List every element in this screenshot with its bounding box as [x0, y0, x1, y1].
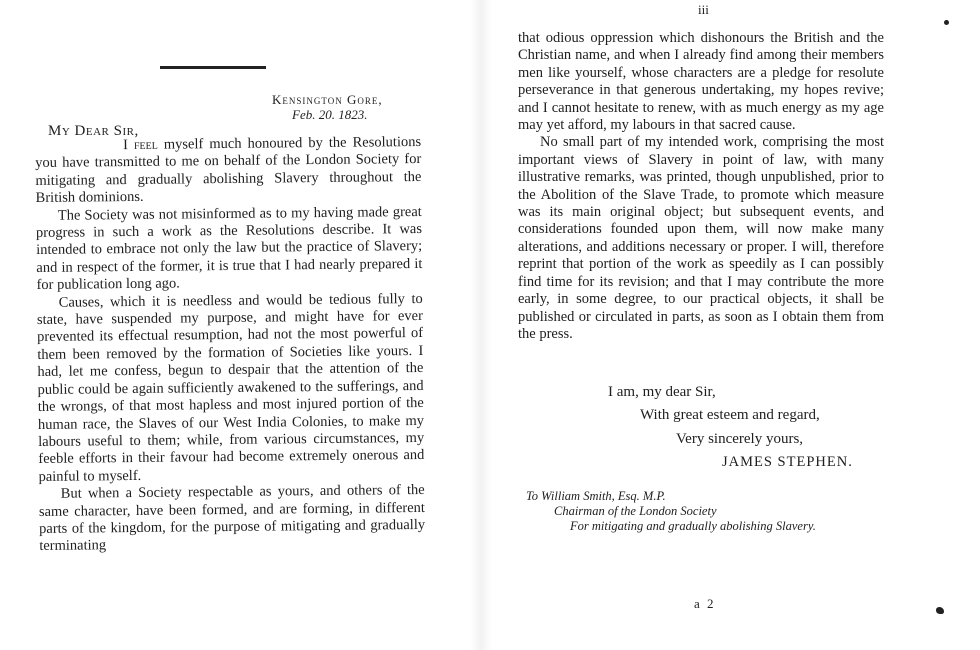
signature-mark: a 2 [694, 596, 716, 611]
left-body-text [35, 134, 425, 556]
page-number: iii [698, 2, 709, 17]
address-line: For mitigating and gradually abolishing Slavery. [570, 519, 816, 533]
header-rule [160, 66, 266, 69]
right-page [480, 0, 980, 650]
address-line: To William Smith, Esq. M.P. [526, 489, 666, 503]
salutation: My Dear Sir, [48, 123, 139, 139]
ink-speck [936, 607, 944, 614]
opening-words: I feel [122, 136, 158, 154]
right-body-text [518, 30, 884, 343]
left-page [0, 0, 480, 650]
paragraph: Causes, which it is needless and would be tedious fully to state, have suspended my purpose, and might have for ever prevented its effectual resumption, had not the most powerful of them been removed by the formation of Societies like yours. I had, let me confess, begun to despair that the attention of the public could be again sufficiently awakened to the sufferings, and the wrongs, of that most hapless and most injured portion of the human race, the Slaves of our West India Colonies, to make my labours useful to them; while, from various circumstances, my feeble efforts in their favour had become extremely onerous and painful to myself. [36, 290, 425, 485]
letter-date: Feb. 20. 1823. [292, 107, 368, 122]
closing-line: Very sincerely yours, [676, 431, 804, 447]
paragraph: The Society was not misinformed as to my having made great progress in such a work as the Resolutions describe. It was intended to embrace not only the law but the practice of Slavery; and in respect of the former, it is true that I had nearly prepared it for publication long ago. [35, 203, 423, 294]
letter-place: Kensington Gore, [272, 92, 383, 107]
paragraph [35, 134, 422, 208]
paragraph-text: myself much honoured by the Resolutions you have transmitted to me on behalf of the London Society for mitigating and gradually abolishing Slavery throughout the British dominions. [35, 133, 422, 207]
ink-speck [944, 20, 949, 25]
paragraph: No small part of my intended work, comprising the most important views of Slavery in point of law, with many illustrative remarks, was printed, though unpublished, prior to the Abolition of the Slave Trade, to promote which measure was its main original object; but subsequent events, and considerations founded upon them, will now make many alterations, and additions necessary or proper. I will, therefore reprint that portion of the work as speedily as I can possibly find time for its revision; and that I may contribute the more early, in some degree, to our practical objects, it shall be published or circulated in parts, as soon as I obtain them from the press. [518, 134, 884, 342]
address-line: Chairman of the London Society [554, 504, 717, 518]
closing-line: I am, my dear Sir, [608, 384, 716, 400]
paragraph: that odious oppression which dishonours the British and the Christian name, and when I already find among their members men like yourself, whose characters are a pledge for resolute perseverance in that generous undertaking, my hopes revive; and I cannot hesitate to renew, with as much energy as my age may yet afford, my labours in that sacred cause. [518, 30, 884, 134]
paragraph: But when a Society respectable as yours, and others of the same character, have been formed, and are forming, in different parts of the kingdom, for the purpose of mitigating and gradually terminating [38, 482, 426, 555]
signature: JAMES STEPHEN. [722, 454, 853, 470]
closing-line: With great esteem and regard, [640, 407, 820, 423]
